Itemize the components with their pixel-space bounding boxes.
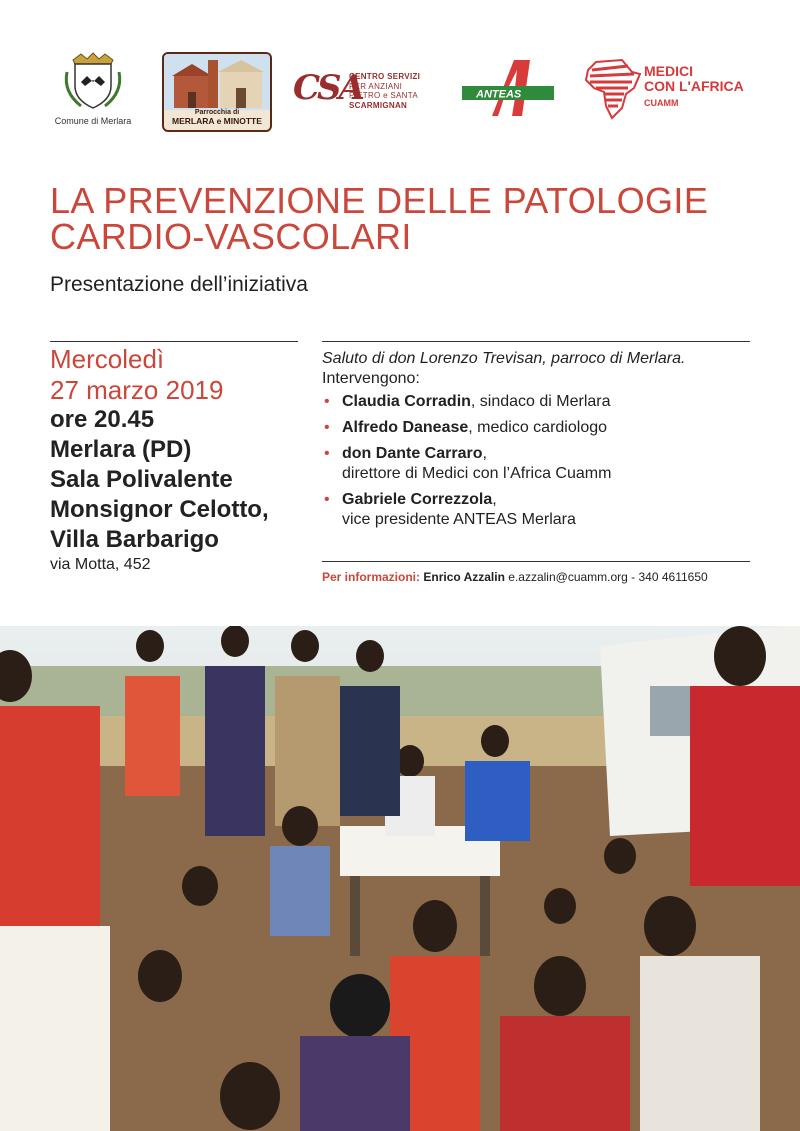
title-line2: CARDIO-VASCOLARI	[50, 216, 412, 257]
comune-logo	[48, 52, 138, 126]
speakers-list	[322, 392, 752, 530]
program	[322, 349, 752, 536]
partner-logos	[0, 48, 800, 138]
speaker-role: ,	[492, 491, 497, 508]
speaker-name: Alfredo Danease	[342, 419, 469, 436]
medici-line3: CUAMM	[644, 98, 679, 108]
bullet-icon: •	[324, 419, 330, 436]
event-city: Merlara (PD)	[50, 436, 192, 463]
bullet-icon: •	[324, 445, 330, 462]
medici-line2: CON L'AFRICA	[644, 78, 744, 94]
anteas-label: ANTEAS	[476, 88, 522, 101]
speakers-intro: Intervengono:	[322, 370, 420, 387]
event-date: 27 marzo 2019	[50, 375, 224, 405]
medici-line1: MEDICI	[644, 63, 693, 79]
divider-left	[50, 341, 298, 342]
speaker-role: ,	[482, 445, 487, 462]
speaker-role: , sindaco di Merlara	[470, 393, 611, 410]
speaker-name: don Dante Carraro	[342, 445, 483, 462]
africa-icon	[582, 58, 642, 120]
crest-icon	[61, 52, 125, 110]
event-time: ore 20.45	[50, 406, 155, 433]
medici-text	[644, 64, 744, 109]
list-item	[322, 490, 752, 530]
church-icon	[164, 54, 270, 110]
bullet-icon: •	[324, 393, 330, 410]
parish-logo	[162, 52, 272, 132]
comune-label: Comune di Merlara	[54, 116, 132, 126]
event-details	[50, 344, 320, 575]
speaker-role-detail: direttore di Medici con l’Africa Cuamm	[342, 465, 612, 482]
speaker-role: , medico cardiologo	[468, 419, 608, 436]
event-venue-line2: Monsignor Celotto,	[50, 496, 269, 523]
page-title	[50, 180, 770, 257]
speaker-name: Gabriele Correzzola	[342, 491, 493, 508]
parish-line1: Parrocchia di	[194, 109, 240, 116]
contact-info	[322, 570, 708, 584]
parish-label	[164, 109, 270, 127]
title-line1: LA PREVENZIONE DELLE PATOLOGIE	[50, 180, 709, 221]
csa-line4: SCARMIGNAN	[349, 100, 408, 110]
program-greeting: Saluto di don Lorenzo Trevisan, parroco di Merlara.	[322, 350, 686, 367]
anteas-a-icon	[462, 58, 554, 118]
event-venue-line1: Sala Polivalente	[50, 466, 233, 493]
event-photo	[0, 626, 800, 1131]
bullet-icon: •	[324, 491, 330, 508]
info-name: Enrico Azzalin	[423, 570, 505, 584]
divider-info	[322, 561, 750, 562]
medici-logo	[582, 58, 762, 120]
info-label: Per informazioni:	[322, 570, 421, 584]
anteas-logo	[462, 58, 554, 118]
list-item	[322, 444, 752, 484]
event-address: via Motta, 452	[50, 556, 151, 573]
csa-logo	[293, 66, 443, 112]
info-contact: e.azzalin@cuamm.org - 340 4611650	[508, 570, 708, 584]
csa-line3: PIETRO e SANTA	[349, 91, 418, 100]
csa-line1: CENTRO SERVIZI	[349, 72, 421, 81]
page-subtitle: Presentazione dell’iniziativa	[50, 273, 308, 296]
divider-right	[322, 341, 750, 342]
csa-line2: PER ANZIANI	[349, 81, 403, 91]
csa-text	[349, 72, 420, 110]
list-item	[322, 392, 752, 412]
list-item	[322, 418, 752, 438]
parish-line2: MERLARA e MINOTTE	[172, 116, 262, 126]
speaker-name: Claudia Corradin	[342, 393, 471, 410]
csa-mark: CSA	[293, 68, 362, 108]
event-day: Mercoledì	[50, 344, 165, 374]
speaker-role-detail: vice presidente ANTEAS Merlara	[342, 511, 576, 528]
event-venue-line3: Villa Barbarigo	[50, 526, 219, 553]
